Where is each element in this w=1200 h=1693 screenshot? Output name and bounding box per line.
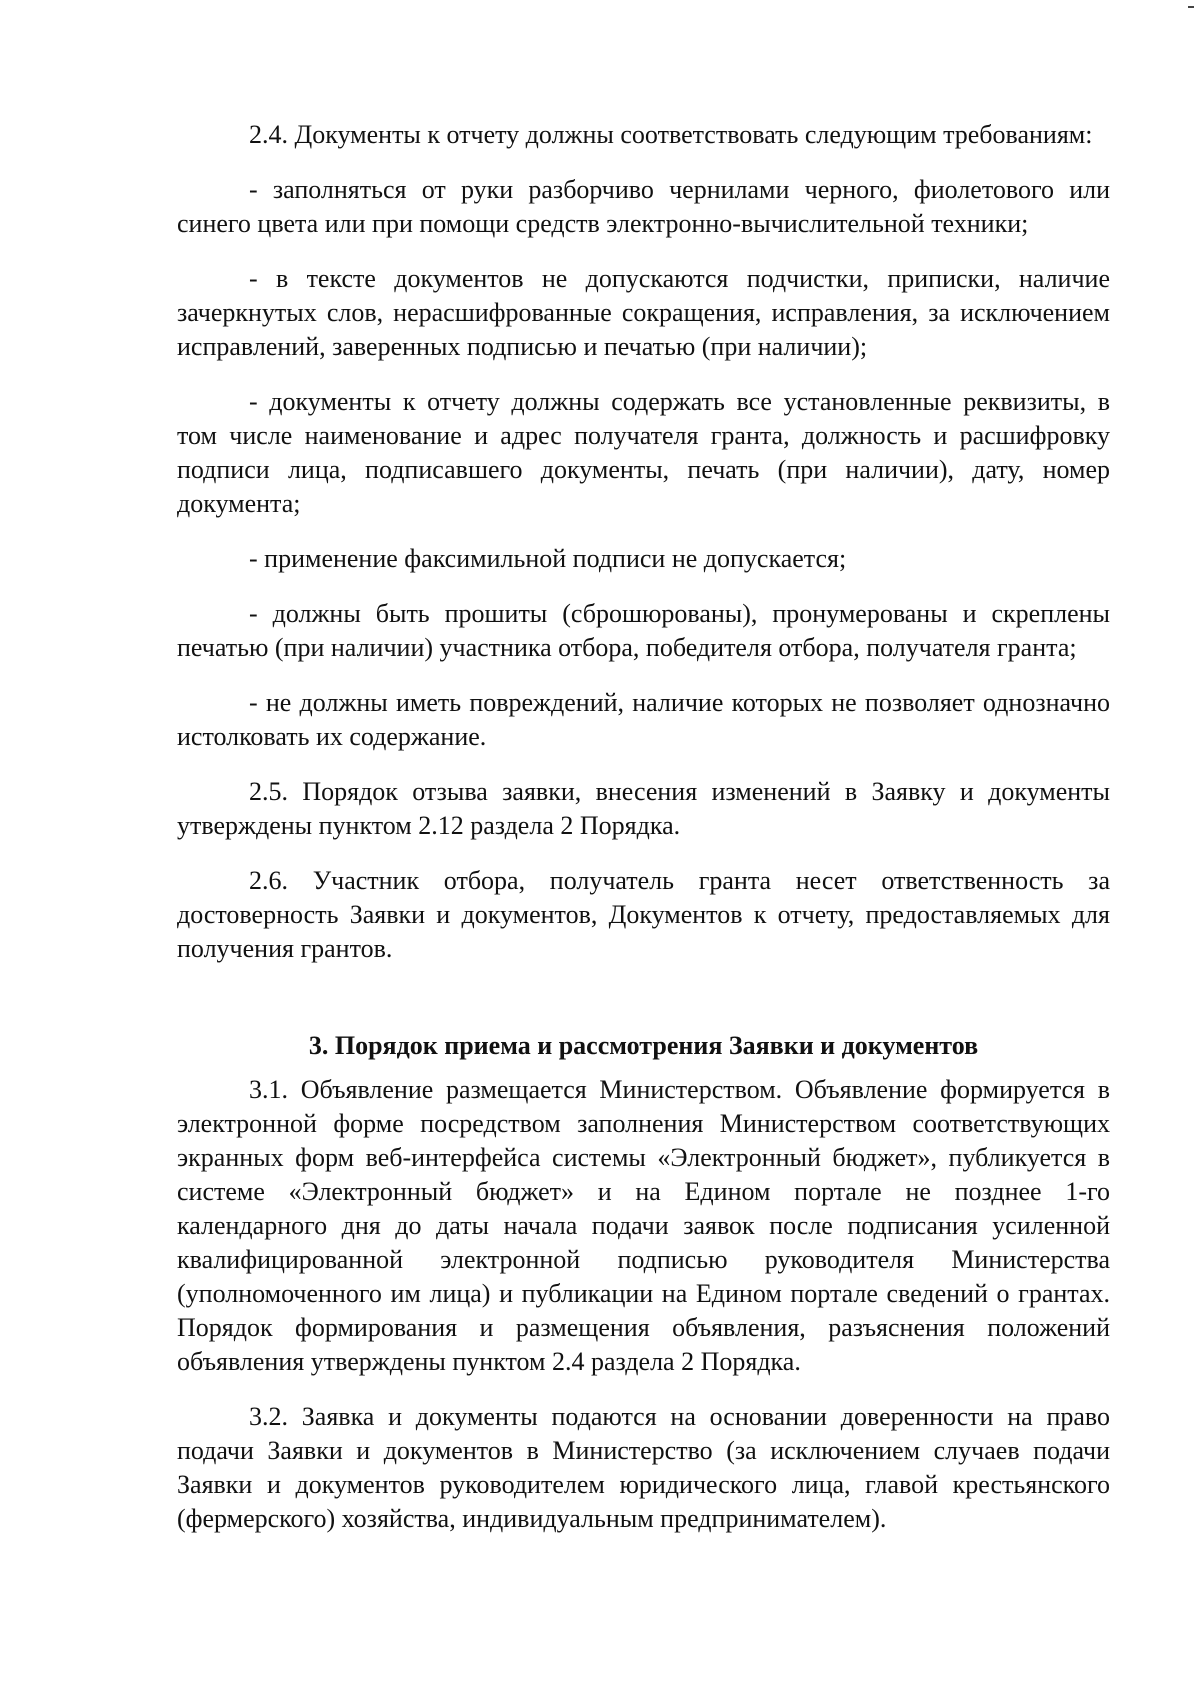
requirement-item: - заполняться от руки разборчиво чернилами черного, фиолетового или синего цвета или при помощи средств электронно-вычислительной техники; xyxy=(177,175,1110,238)
requirement-item: - не должны иметь повреждений, наличие которых не позволяет однозначно истолковать их содержание. xyxy=(177,688,1110,751)
document-body xyxy=(177,118,1110,1536)
paragraph-2-4: 2.4. Документы к отчету должны соответствовать следующим требованиям: xyxy=(249,120,1093,149)
requirement-item: - применение факсимильной подписи не допускается; xyxy=(249,544,847,573)
requirement-item: - в тексте документов не допускаются подчистки, приписки, наличие зачеркнутых слов, нерасшифрованные сокращения, исправления, за исключением исправлений, заверенных подписью и печатью (при наличии); xyxy=(177,264,1110,361)
paragraph-2-5: 2.5. Порядок отзыва заявки, внесения изменений в Заявку и документы утверждены пунктом 2.12 раздела 2 Порядка. xyxy=(177,777,1110,840)
paragraph-3-1: 3.1. Объявление размещается Министерством. Объявление формируется в электронной форме посредством заполнения Министерством соответствующих экранных форм веб-интерфейса системы «Электронный бюджет», публикуется в системе «Электронный бюджет» и на Едином портале не позднее 1-го календарного дня до даты начала подачи заявок после подписания усиленной квалифицированной электронной подписью руководителя Министерства (уполномоченного им лица) и публикации на Едином портале сведений о грантах. Порядок формирования и размещения объявления, разъяснения положений объявления утверждены пунктом 2.4 раздела 2 Порядка. xyxy=(177,1075,1110,1376)
scan-mark xyxy=(1188,6,1194,8)
paragraph-2-6: 2.6. Участник отбора, получатель гранта несет ответственность за достоверность Заявки и документов, Документов к отчету, предоставляемых для получения грантов. xyxy=(177,866,1110,963)
requirement-item: - документы к отчету должны содержать все установленные реквизиты, в том числе наименование и адрес получателя гранта, должность и расшифровку подписи лица, подписавшего документы, печать (при наличии), дату, номер документа; xyxy=(177,387,1110,518)
section-heading: 3. Порядок приема и рассмотрения Заявки и документов xyxy=(308,1031,979,1060)
paragraph-3-2: 3.2. Заявка и документы подаются на основании доверенности на право подачи Заявки и документов в Министерство (за исключением случаев подачи Заявки и документов руководителем юридического лица, главой крестьянского (фермерского) хозяйства, индивидуальным предпринимателем). xyxy=(177,1402,1110,1533)
requirement-item: - должны быть прошиты (сброшюрованы), пронумерованы и скреплены печатью (при наличии) участника отбора, победителя отбора, получателя гранта; xyxy=(177,599,1110,662)
